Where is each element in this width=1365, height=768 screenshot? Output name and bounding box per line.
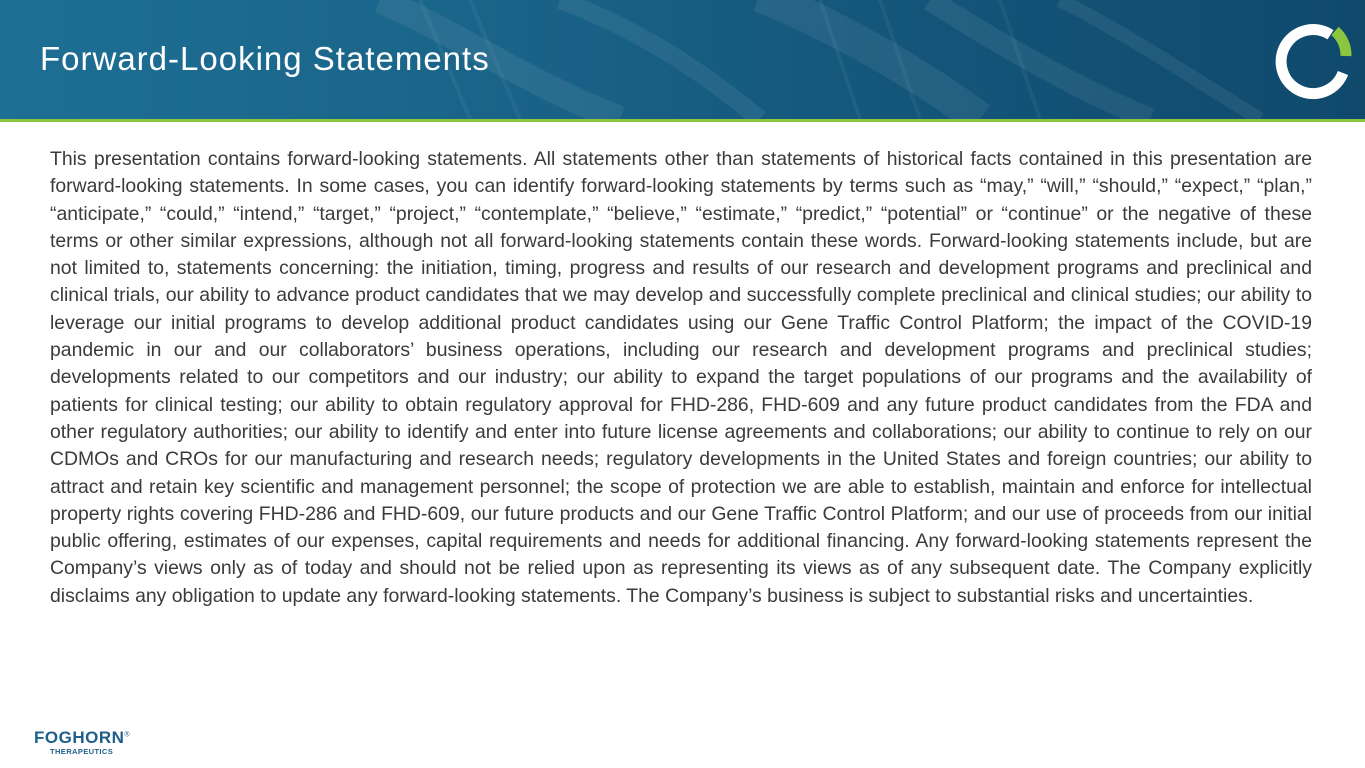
brand-wordmark: FOGHORN [34,728,125,747]
ring-logo-icon [1272,20,1356,104]
brand-name [34,728,130,748]
brand-subtitle: THERAPEUTICS [50,747,114,756]
page-title: Forward-Looking Statements [40,40,490,77]
disclaimer-text: This presentation contains forward-looking statements. All statements other than statements of historical facts contained in this presentation are forward-looking statements. In some cases, you can identify forward-looking statements by terms such as “may,” “will,” “should,” “expect,” “plan,” “anticipate,” “could,” “intend,” “target,” “project,” “contemplate,” “believe,” “estimate,” “predict,” “potential” or “continue” or the negative of these terms or other similar expressions, although not all forward-looking statements contain these words. Forward-looking statements include, but are not limited to, statements concerning: the initiation, timing, progress and results of our research and development programs and preclinical and clinical trials, our ability to advance product candidates that we may develop and successfully complete preclinical and clinical studies; our ability to leverage our initial programs to develop additional product candidates using our Gene Traffic Control Platform; the impact of the COVID-19 pandemic in our and our collaborators’ business operations, including our research and development programs and preclinical studies; developments related to our competitors and our industry; our ability to expand the target populations of our programs and the availability of patients for clinical testing; our ability to obtain regulatory approval for FHD-286, FHD-609 and any future product candidates from the FDA and other regulatory authorities; our ability to identify and enter into future license agreements and collaborations; our ability to continue to rely on our CDMOs and CROs for our manufacturing and research needs; regulatory developments in the United States and foreign countries; our ability to attract and retain key scientific and management personnel; the scope of protection we are able to establish, maintain and enforce for intellectual property rights covering FHD-286 and FHD-609, our future products and our Gene Traffic Control Platform; and our use of proceeds from our initial public offering, estimates of our expenses, capital requirements and needs for additional financing. Any forward-looking statements represent the Company’s views only as of today and should not be relied upon as representing its views as of any subsequent date. The Company explicitly disclaims any obligation to update any forward-looking statements. The Company’s business is subject to substantial risks and uncertainties. [50,148,1312,607]
header-accent-rule [0,119,1365,122]
footer-brand-logo [34,728,144,758]
slide-header [0,0,1365,119]
trademark-mark: ® [124,731,131,739]
